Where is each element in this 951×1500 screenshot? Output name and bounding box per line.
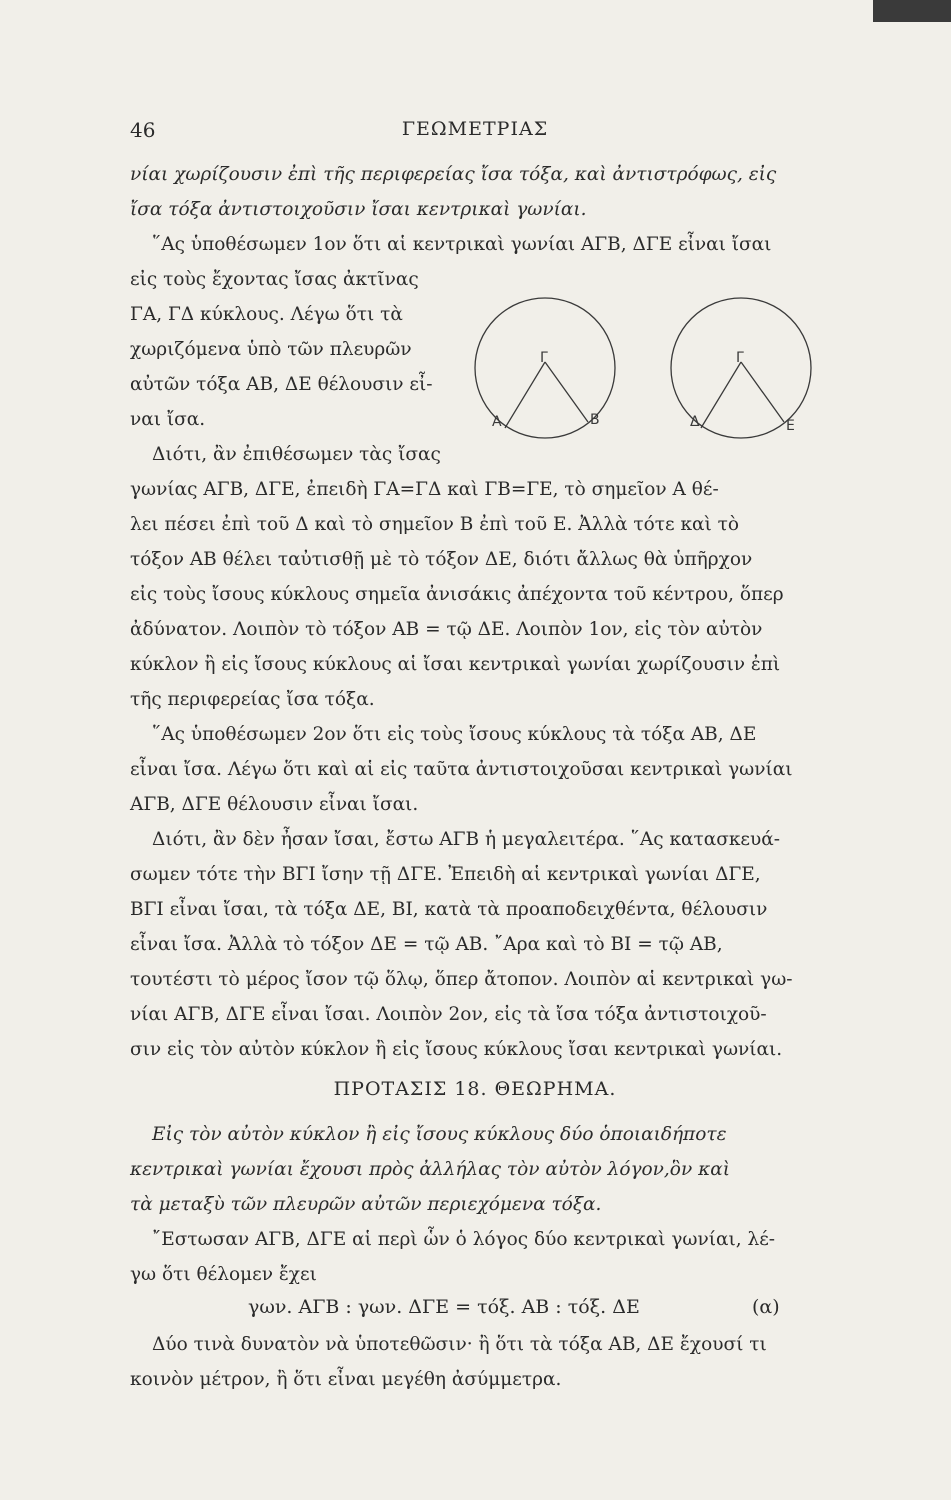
paragraph-case-two <box>130 717 820 822</box>
geometry-figure <box>470 290 820 440</box>
label-beta: Β <box>590 412 600 428</box>
text-line: Εἰς τὸν αὐτὸν κύκλον ἢ εἰς ἴσους κύκλους δύο ὁποιαιδήποτε <box>152 1124 727 1145</box>
label-delta: Δ <box>690 414 700 430</box>
text-line: ῞Ας ὑποθέσωμεν 2ον ὅτι εἰς τοὺς ἴσους κύκλους τὰ τόξα ΑΒ, ΔΕ <box>152 724 757 745</box>
text-line: ΑΓΒ, ΔΓΕ θέλουσιν εἶναι ἴσαι. <box>130 794 419 815</box>
text-line: τόξον ΑΒ θέλει ταὐτισθῇ μὲ τὸ τόξον ΔΕ, διότι ἄλλως θὰ ὑπῆρχον <box>130 549 753 570</box>
paragraph-case-one-narrow <box>130 297 490 437</box>
text-line: εἶναι ἴσα. Ἀλλὰ τὸ τόξον ΔΕ = τῷ ΑΒ. ῎Αρα καὶ τὸ ΒΙ = τῷ ΑΒ, <box>130 934 723 955</box>
text-line: Δύο τινὰ δυνατὸν νὰ ὑποτεθῶσιν· ἢ ὅτι τὰ τόξα ΑΒ, ΔΕ ἔχουσί τι <box>152 1334 767 1355</box>
text-line: σωμεν τότε τὴν ΒΓΙ ἴσην τῇ ΔΓΕ. Ἐπειδὴ αἱ κεντρικαὶ γωνίαι ΔΓΕ, <box>130 864 761 885</box>
text-line: γω ὅτι θέλομεν ἔχει <box>130 1264 317 1285</box>
page-header <box>130 118 820 148</box>
text-line: εἰς τοὺς ἔχοντας ἴσας ἀκτῖνας <box>130 269 419 290</box>
angle-dge <box>701 362 784 428</box>
text-line: ἀδύνατον. Λοιπὸν τὸ τόξον ΑΒ = τῷ ΔΕ. Λοιπὸν 1ον, εἰς τὸν αὐτὸν <box>130 619 763 640</box>
text-line: εἶναι ἴσα. Λέγω ὅτι καὶ αἱ εἰς ταῦτα ἀντιστοιχοῦσαι κεντρικαὶ γωνίαι <box>130 759 793 780</box>
paragraph-cases <box>130 1327 820 1397</box>
text-line: ἴσα τόξα ἀντιστοιχοῦσιν ἴσαι κεντρικαὶ γωνίαι. <box>130 199 587 220</box>
text-line: τουτέστι τὸ μέρος ἴσον τῷ ὅλῳ, ὅπερ ἄτοπον. Λοιπὸν αἱ κεντρικαὶ γω- <box>130 969 793 990</box>
page-number: 46 <box>130 118 156 142</box>
proposition-heading: ΠΡΟΤΑΣΙΣ 18. ΘΕΩΡΗΜΑ. <box>333 1078 617 1100</box>
text-line: ΒΓΙ εἶναι ἴσαι, τὰ τόξα ΔΕ, ΒΙ, κατὰ τὰ προαποδειχθέντα, θέλουσιν <box>130 899 768 920</box>
theorem-statement <box>130 1117 820 1222</box>
text-line: κεντρικαὶ γωνίαι ἔχουσι πρὸς ἀλλήλας τὸν αὐτὸν λόγον,ὃν καὶ <box>130 1159 730 1180</box>
angle-agb <box>505 362 588 428</box>
text-line: λει πέσει ἐπὶ τοῦ Δ καὶ τὸ σημεῖον Β ἐπὶ τοῦ Ε. Ἀλλὰ τότε καὶ τὸ <box>130 514 740 535</box>
equation-label: (α) <box>752 1296 780 1318</box>
text-line: νίαι χωρίζουσιν ἐπὶ τῆς περιφερείας ἴσα τόξα, καὶ ἀντιστρόφως, εἰς <box>130 164 777 185</box>
text-line: κοινὸν μέτρον, ἢ ὅτι εἶναι μεγέθη ἀσύμμετρα. <box>130 1369 562 1390</box>
text-line: χωριζόμενα ὑπὸ τῶν πλευρῶν <box>130 339 412 360</box>
text-line: ΓΑ, ΓΔ κύκλους. Λέγω ὅτι τὰ <box>130 304 403 325</box>
text-line: τῆς περιφερείας ἴσα τόξα. <box>130 689 375 710</box>
text-line: ῞Ας ὑποθέσωμεν 1ον ὅτι αἱ κεντρικαὶ γωνίαι ΑΓΒ, ΔΓΕ εἶναι ἴσαι <box>152 234 772 255</box>
paragraph-proof-two <box>130 822 820 1067</box>
text-line: ναι ἴσα. <box>130 409 206 430</box>
paragraph-proof-one <box>130 437 820 717</box>
text-line: κύκλον ἢ εἰς ἴσους κύκλους αἱ ἴσαι κεντρικαὶ γωνίαι χωρίζουσιν ἐπὶ <box>130 654 781 675</box>
text-line: ῎Εστωσαν ΑΓΒ, ΔΓΕ αἱ περὶ ὧν ὁ λόγος δύο κεντρικαὶ γωνίαι, λέ- <box>152 1229 776 1250</box>
running-title: ΓΕΩΜΕΤΡΙΑΣ <box>401 118 549 140</box>
paragraph-case-one <box>130 227 820 297</box>
paragraph-setup <box>130 1222 820 1292</box>
label-alpha: Α <box>492 414 502 430</box>
text-line: νίαι ΑΓΒ, ΔΓΕ εἶναι ἴσαι. Λοιπὸν 2ον, εἰς τὰ ἴσα τόξα ἀντιστοιχοῦ- <box>130 1004 767 1025</box>
text-line: αὐτῶν τόξα ΑΒ, ΔΕ θέλουσιν εἶ- <box>130 374 433 395</box>
scan-edge-mark <box>873 0 951 22</box>
text-line: Διότι, ἂν δὲν ἦσαν ἴσαι, ἔστω ΑΓΒ ἡ μεγαλειτέρα. ῞Ας κατασκευά- <box>152 829 780 850</box>
text-line: σιν εἰς τὸν αὐτὸν κύκλον ἢ εἰς ἴσους κύκλους ἴσαι κεντρικαὶ γωνίαι. <box>130 1039 783 1060</box>
equation: γων. ΑΓΒ : γων. ΔΓΕ = τόξ. ΑΒ : τόξ. ΔΕ <box>248 1296 640 1318</box>
label-epsilon: Ε <box>786 418 795 434</box>
text-line: Διότι, ἂν ἐπιθέσωμεν τὰς ἴσας <box>152 444 441 465</box>
label-gamma-right: Γ <box>736 350 744 366</box>
text-line: τὰ μεταξὺ τῶν πλευρῶν αὐτῶν περιεχόμενα τόξα. <box>130 1194 602 1215</box>
paragraph-intro <box>130 157 820 227</box>
text-line: εἰς τοὺς ἴσους κύκλους σημεῖα ἀνισάκις ἀπέχοντα τοῦ κέντρου, ὅπερ <box>130 584 784 605</box>
text-line: γωνίας ΑΓΒ, ΔΓΕ, ἐπειδὴ ΓΑ=ΓΔ καὶ ΓΒ=ΓΕ, τὸ σημεῖον Α θέ- <box>130 479 719 500</box>
label-gamma-left: Γ <box>540 350 548 366</box>
